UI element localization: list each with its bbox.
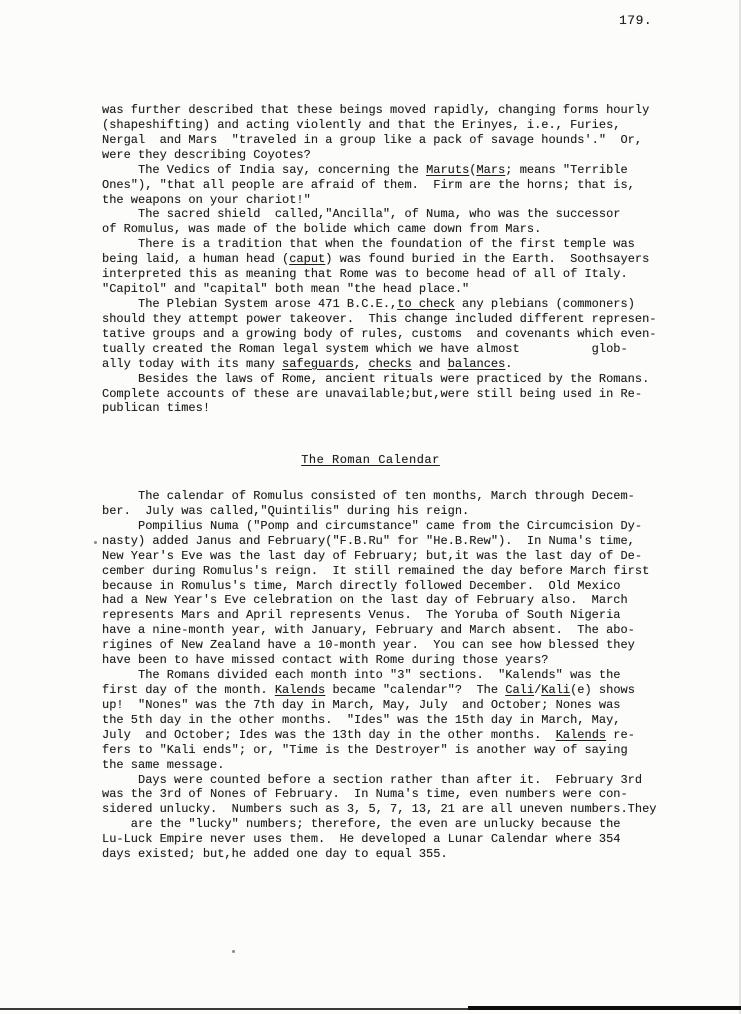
text-segment: Nergal and Mars "traveled in a group like a pack of savage hounds'." Or, [102,132,643,147]
text-segment: / [534,682,542,697]
text-line [102,489,657,504]
text-line [102,372,657,387]
text-segment: Ones"), "that all people are afraid of them. Firm are the horns; that is, [102,177,635,192]
text-line [102,237,657,252]
scan-edge-artifact [0,1008,470,1010]
underlined-text: to check [397,296,455,311]
text-line [102,817,657,832]
text-segment: ) was found buried in the Earth. Soothsayers [325,252,650,267]
text-line [102,698,657,713]
text-segment: (e) shows [570,682,635,697]
text-segment: New Year's Eve was the last day of February; but,it was the last day of De- [102,548,643,563]
text-segment: nasty) added Janus and February("F.B.Ru" for "He.B.Rew"). In Numa's time, [102,533,635,548]
text-segment: , [354,356,369,371]
text-line [102,802,657,817]
text-segment: and [411,356,448,371]
text-line [102,252,657,267]
text-line [102,387,657,402]
text-line [102,579,657,594]
underlined-text: Mars [476,162,506,177]
text-line [102,832,657,847]
text-segment: The Plebian System arose 471 B.C.E., [102,296,398,311]
text-segment: The Vedics of India say, concerning the [102,162,427,177]
text-line [102,327,657,342]
text-line [102,743,657,758]
text-segment: the same message. [102,757,225,772]
text-segment: tative groups and a growing body of rules, customs and covenants which even- [102,326,657,341]
text-segment: The Romans divided each month into "3" sections. "Kalends" was the [102,668,621,683]
text-segment: sidered unlucky. Numbers such as 3, 5, 7, 13, 21 are all uneven numbers.They [102,802,657,817]
text-line [102,222,657,237]
text-segment: Complete accounts of these are unavailable;but,were still being used in Re- [102,386,643,401]
text-line [102,163,657,178]
text-line [102,178,657,193]
text-segment: had a New Year's Eve celebration on the last day of February also. March [102,593,628,608]
text-line [102,713,657,728]
underlined-text: Cali [505,682,535,697]
text-segment: fers to "Kali ends"; or, "Time is the Destroyer" is another way of saying [102,742,628,757]
text-segment: up! "Nones" was the 7th day in March, May, July and October; Nones was [102,697,621,712]
text-segment: any plebians (commoners) [454,296,635,311]
text-segment: the 5th day in the other months. "Ides" was the 15th day in March, May, [102,712,621,727]
text-line [102,608,657,623]
text-line [102,133,657,148]
text-line [102,207,657,222]
text-line [102,668,657,683]
text-segment: Lu-Luck Empire never uses them. He developed a Lunar Calendar where 354 [102,832,621,847]
text-segment: ( [469,162,477,177]
text-segment: ; means "Terrible [505,162,628,177]
text-line [102,519,657,534]
text-segment: represents Mars and April represents Venus. The Yoruba of South Nigeria [102,608,621,623]
text-segment: of Romulus, was made of the bolide which came down from Mars. [102,222,542,237]
text-segment: should they attempt power takeover. This change included different represen- [102,311,657,326]
text-line [102,787,657,802]
text-segment: . [505,356,513,371]
scan-edge-artifact [468,1006,741,1010]
text-line [102,401,657,416]
text-line [102,118,657,133]
text-segment: The sacred shield called,"Ancilla", of Numa, who was the successor [102,207,621,222]
text-segment: being laid, a human head ( [102,252,290,267]
text-segment: publican times! [102,401,211,416]
text-line [102,564,657,579]
text-line [102,297,657,312]
text-line [102,549,657,564]
text-line [102,267,657,282]
text-line [102,593,657,608]
text-segment: have a nine-month year, with January, February and March absent. The abo- [102,623,635,638]
text-line [102,758,657,773]
text-line [102,728,657,743]
text-segment: ally today with its many [102,356,283,371]
text-line [102,357,657,372]
text-segment: have been to have missed contact with Rome during those years? [102,653,549,668]
text-line [102,534,657,549]
text-line [102,148,657,163]
text-segment: Days were counted before a section rather than after it. February 3rd [102,772,643,787]
text-segment: days existed; but,he added one day to equal 355. [102,847,448,862]
underlined-text: caput [289,252,326,267]
underlined-text: safeguards [282,356,355,371]
text-line [102,638,657,653]
text-segment: because in Romulus's time, March directly followed December. Old Mexico [102,578,621,593]
text-segment: first day of the month. [102,682,275,697]
text-line [102,773,657,788]
scan-speck [94,541,97,544]
text-segment: rigines of New Zealand have a 10-month year. You can see how blessed they [102,638,635,653]
text-line [102,282,657,297]
text-line [102,623,657,638]
underlined-text: balances [447,356,506,371]
text-segment: are the "lucky" numbers; therefore, the even are unlucky because the [102,817,621,832]
text-segment: (shapeshifting) and acting violently and that the Erinyes, i.e., Furies, [102,117,621,132]
text-line [102,504,657,519]
text-segment: July and October; Ides was the 13th day in the other months. [102,727,556,742]
text-line [102,342,657,357]
text-line [102,193,657,208]
text-segment: There is a tradition that when the foundation of the first temple was [102,237,635,252]
text-line [102,103,657,118]
underlined-text: Maruts [426,162,470,177]
text-line [102,653,657,668]
scan-speck [232,950,235,953]
body-text-block-bottom [102,489,657,862]
text-segment: Besides the laws of Rome, ancient rituals were practiced by the Romans. [102,371,650,386]
text-line [102,847,657,862]
text-segment: "Capitol" and "capital" both mean "the head place." [102,282,470,297]
text-segment: The calendar of Romulus consisted of ten months, March through Decem- [102,489,635,503]
text-segment: cember during Romulus's reign. It still remained the day before March first [102,563,650,578]
text-segment: was the 3rd of Nones of February. In Numa's time, even numbers were con- [102,787,628,802]
text-segment: interpreted this as meaning that Rome was to become head of all of Italy. [102,267,628,282]
underlined-text: Kali [541,682,571,697]
text-segment: tually created the Roman legal system which we have almost glob- [102,341,628,356]
text-segment: re- [606,727,635,742]
page-number: 179. [619,13,653,28]
section-title: The Roman Calendar [301,453,440,467]
body-text-block-top [102,103,657,416]
text-segment: was further described that these beings moved rapidly, changing forms hourly [102,103,650,117]
text-segment: became "calendar"? The [325,682,506,697]
text-line [102,683,657,698]
text-segment: were they describing Coyotes? [102,147,311,162]
text-line [102,312,657,327]
text-segment: ber. July was called,"Quintilis" during his reign. [102,503,470,518]
text-segment: Pompilius Numa ("Pomp and circumstance" came from the Circumcision Dy- [102,518,643,533]
underlined-text: checks [368,356,412,371]
text-segment: the weapons on your chariot!" [102,192,311,207]
underlined-text: Kalends [555,727,607,742]
underlined-text: Kalends [274,682,326,697]
